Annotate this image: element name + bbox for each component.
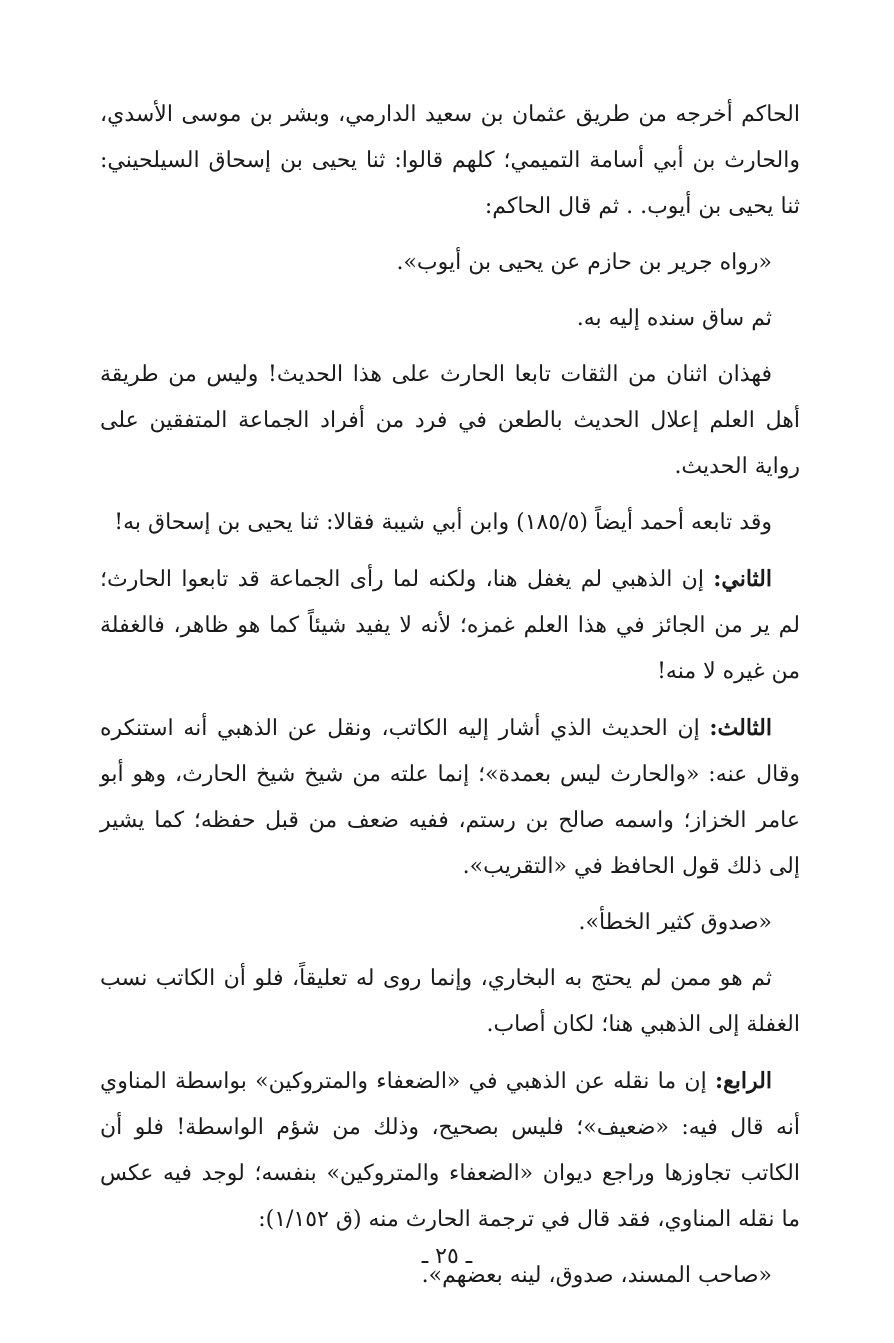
paragraph-3 xyxy=(100,296,800,342)
paragraph-6-lead: الثاني: xyxy=(713,566,772,592)
paragraph-11-text: «صاحب المسند، صدوق، لينه بعضهم». xyxy=(421,1263,772,1288)
paragraph-6-second-point xyxy=(100,556,800,695)
page-text xyxy=(100,92,800,1309)
paragraph-1 xyxy=(100,92,800,230)
paragraph-9 xyxy=(100,956,800,1048)
paragraph-4 xyxy=(100,352,800,490)
paragraph-5-text: وقد تابعه أحمد أيضاً (١٨٥/٥) وابن أبي شيبة فقالا: ثنا يحيى بن إسحاق به! xyxy=(114,510,772,535)
paragraph-10-lead: الرابع: xyxy=(714,1068,772,1094)
paragraph-10-text: إن ما نقله عن الذهبي في «الضعفاء والمتروكين» بواسطة المناوي أنه قال فيه: «ضعيف»؛ فليس بصحيح، وذلك من شؤم الواسطة! فلو أن الكاتب تجاوزها وراجع ديوان «الضعفاء والمتروكين» بنفسه؛ لوجد فيه عكس ما نقله المناوي، فقد قال في ترجمة الحارث منه (ق ١/١٥٢): xyxy=(100,1069,800,1232)
paragraph-10-fourth-point xyxy=(100,1058,800,1243)
paragraph-9-text: ثم هو ممن لم يحتج به البخاري، وإنما روى له تعليقاً، فلو أن الكاتب نسب الغفلة إلى الذهبي هنا؛ لكان أصاب. xyxy=(100,966,800,1037)
paragraph-3-text: ثم ساق سنده إليه به. xyxy=(576,306,772,331)
paragraph-2-text: «رواه جرير بن حازم عن يحيى بن أيوب». xyxy=(396,250,772,275)
paragraph-5 xyxy=(100,500,800,546)
paragraph-6-text: إن الذهبي لم يغفل هنا، ولكنه لما رأى الجماعة قد تابعوا الحارث؛ لم ير من الجائز في هذا العلم غمزه؛ لأنه لا يفيد شيئاً كما هو ظاهر، فالغفلة من غيره لا منه! xyxy=(100,567,800,684)
paragraph-8-quote xyxy=(100,900,800,946)
paragraph-4-text: فهذان اثنان من الثقات تابعا الحارث على هذا الحديث! وليس من طريقة أهل العلم إعلال الحديث بالطعن في فرد من أفراد الجماعة المتفقين على رواية الحديث. xyxy=(100,362,800,479)
page-number: ـ ٢٥ ـ xyxy=(421,1244,473,1269)
paragraph-2-quote xyxy=(100,240,800,286)
paragraph-7-lead: الثالث: xyxy=(709,715,772,741)
paragraph-8-text: «صدوق كثير الخطأ». xyxy=(578,910,772,935)
paragraph-1-text: الحاكم أخرجه من طريق عثمان بن سعيد الدارمي، وبشر بن موسى الأسدي، والحارث بن أبي أسامة التميمي؛ كلهم قالوا: ثنا يحيى بن إسحاق السيلحيني: ثنا يحيى بن أيوب. . ثم قال الحاكم: xyxy=(100,102,800,219)
paragraph-7-text: إن الحديث الذي أشار إليه الكاتب، ونقل عن الذهبي أنه استنكره وقال عنه: «والحارث ليس بعمدة»؛ إنما علته من شيخ شيخ الحارث، وهو أبو عامر الخزاز؛ واسمه صالح بن رستم، ففيه ضعف من قبل حفظه؛ كما يشير إلى ذلك قول الحافظ في «التقريب». xyxy=(100,716,800,879)
paragraph-7-third-point xyxy=(100,705,800,890)
